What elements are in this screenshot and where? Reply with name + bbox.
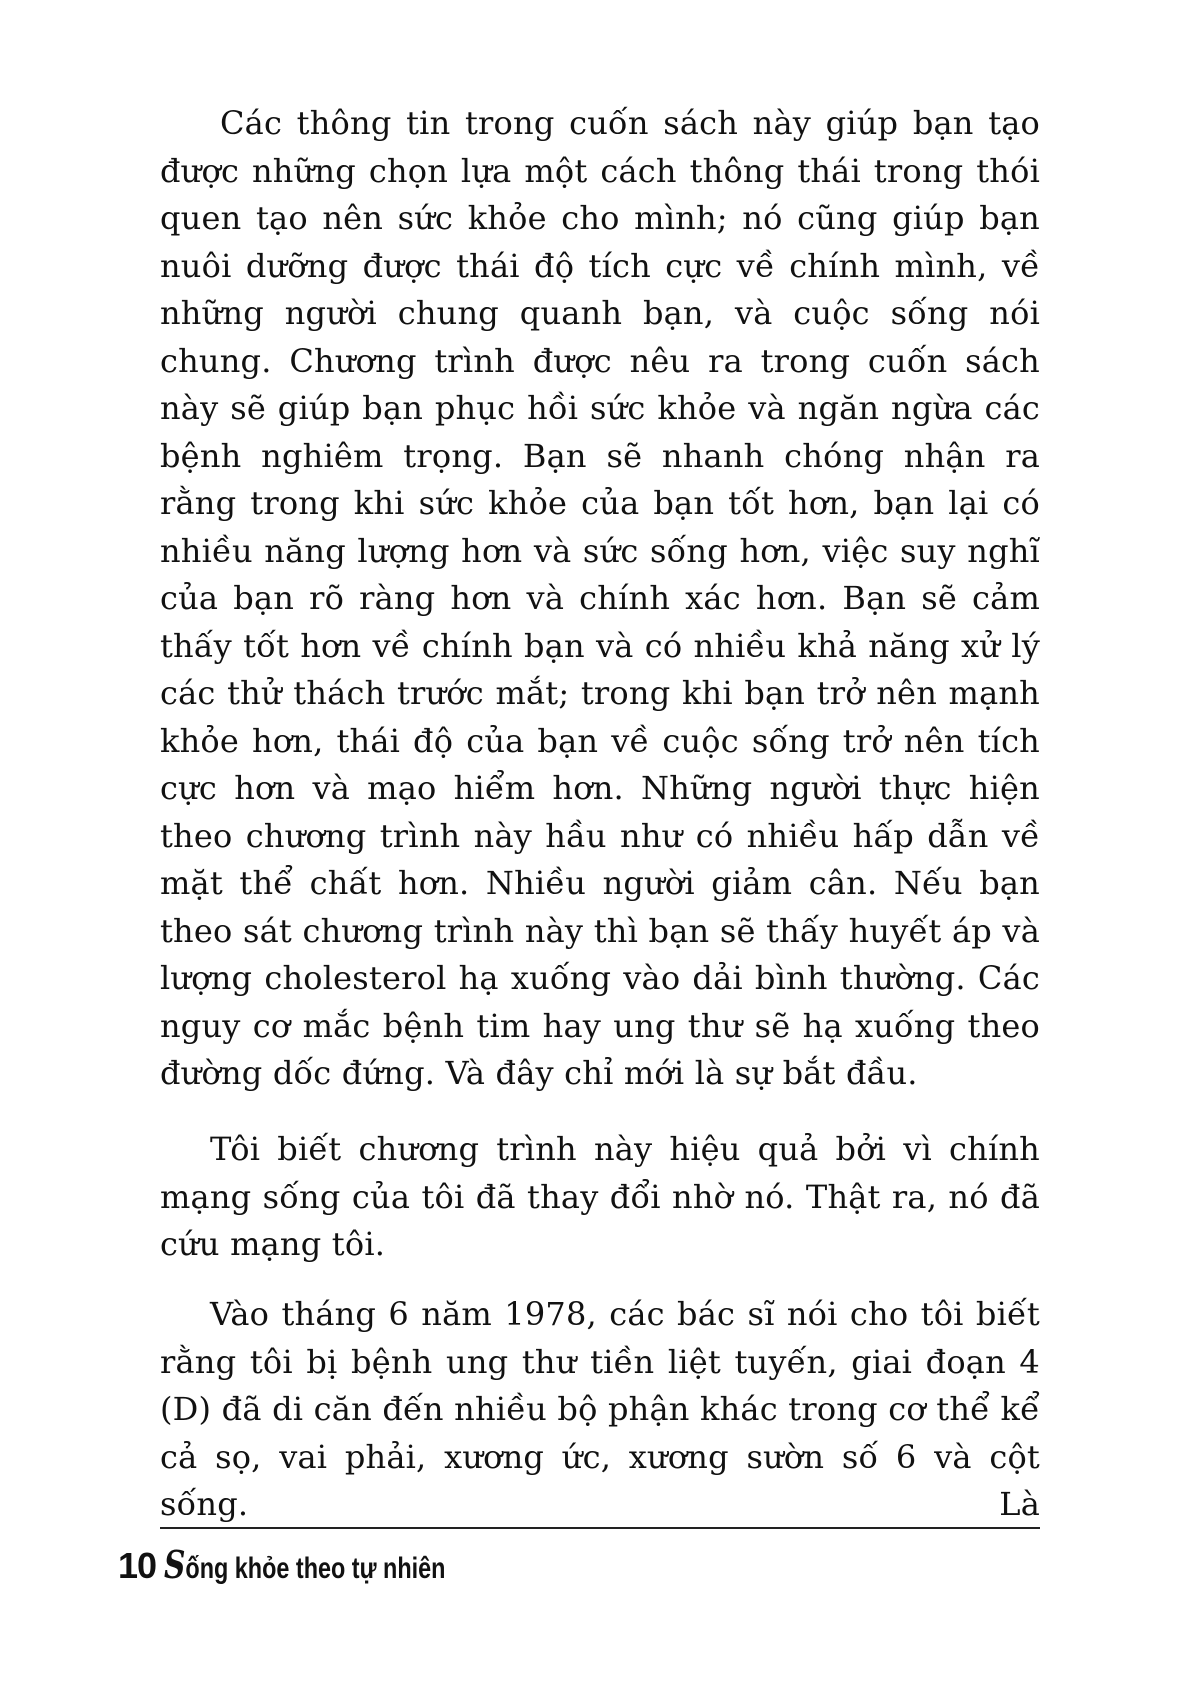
footer-divider [160,1527,1040,1529]
page-number: 10 [118,1545,157,1586]
paragraph-diagnosis: Vào tháng 6 năm 1978, các bác sĩ nói cho tôi biết rằng tôi bị bệnh ung thư tiền liệt tuyến, giai đoạn 4 (D) đã di căn đến nhiều bộ phận khác trong cơ thể kể cả sọ, vai phải, xương ức, xương sườn số 6 và cột sống. Là [160,1295,1040,1523]
paragraph-testimony: Tôi biết chương trình này hiệu quả bởi vì chính mạng sống của tôi đã thay đổi nhờ nó. Thật ra, nó đã cứu mạng tôi. [160,1130,1040,1263]
page-footer [118,1542,525,1587]
running-title [164,1542,445,1587]
running-title-initial: S [164,1542,186,1587]
paragraph-intro: Các thông tin trong cuốn sách này giúp bạn tạo được những chọn lựa một cách thông thái trong thói quen tạo nên sức khỏe cho mình; nó cũng giúp bạn nuôi dưỡng được thái độ tích cực về chính mình, về những người chung quanh bạn, và cuộc sống nói chung. Chương trình được nêu ra trong cuốn sách này sẽ giúp bạn phục hồi sức khỏe và ngăn ngừa các bệnh nghiêm trọng. Bạn sẽ nhanh chóng nhận ra rằng trong khi sức khỏe của bạn tốt hơn, bạn lại có nhiều năng lượng hơn và sức sống hơn, việc suy nghĩ của bạn rõ ràng hơn và chính xác hơn. Bạn sẽ cảm thấy tốt hơn về chính bạn và có nhiều khả năng xử lý các thử thách trước mắt; trong khi bạn trở nên mạnh khỏe hơn, thái độ của bạn về cuộc sống trở nên tích cực hơn và mạo hiểm hơn. Những người thực hiện theo chương trình này hầu như có nhiều hấp dẫn về mặt thể chất hơn. Nhiều người giảm cân. Nếu bạn theo sát chương trình này thì bạn sẽ thấy huyết áp và lượng cholesterol hạ xuống vào dải bình thường. Các nguy cơ mắc bệnh tim hay ung thư sẽ hạ xuống theo đường dốc đứng. Và đây chỉ mới là sự bắt đầu. [160,104,1040,1092]
running-title-rest: ống khỏe theo tự nhiên [185,1552,446,1585]
